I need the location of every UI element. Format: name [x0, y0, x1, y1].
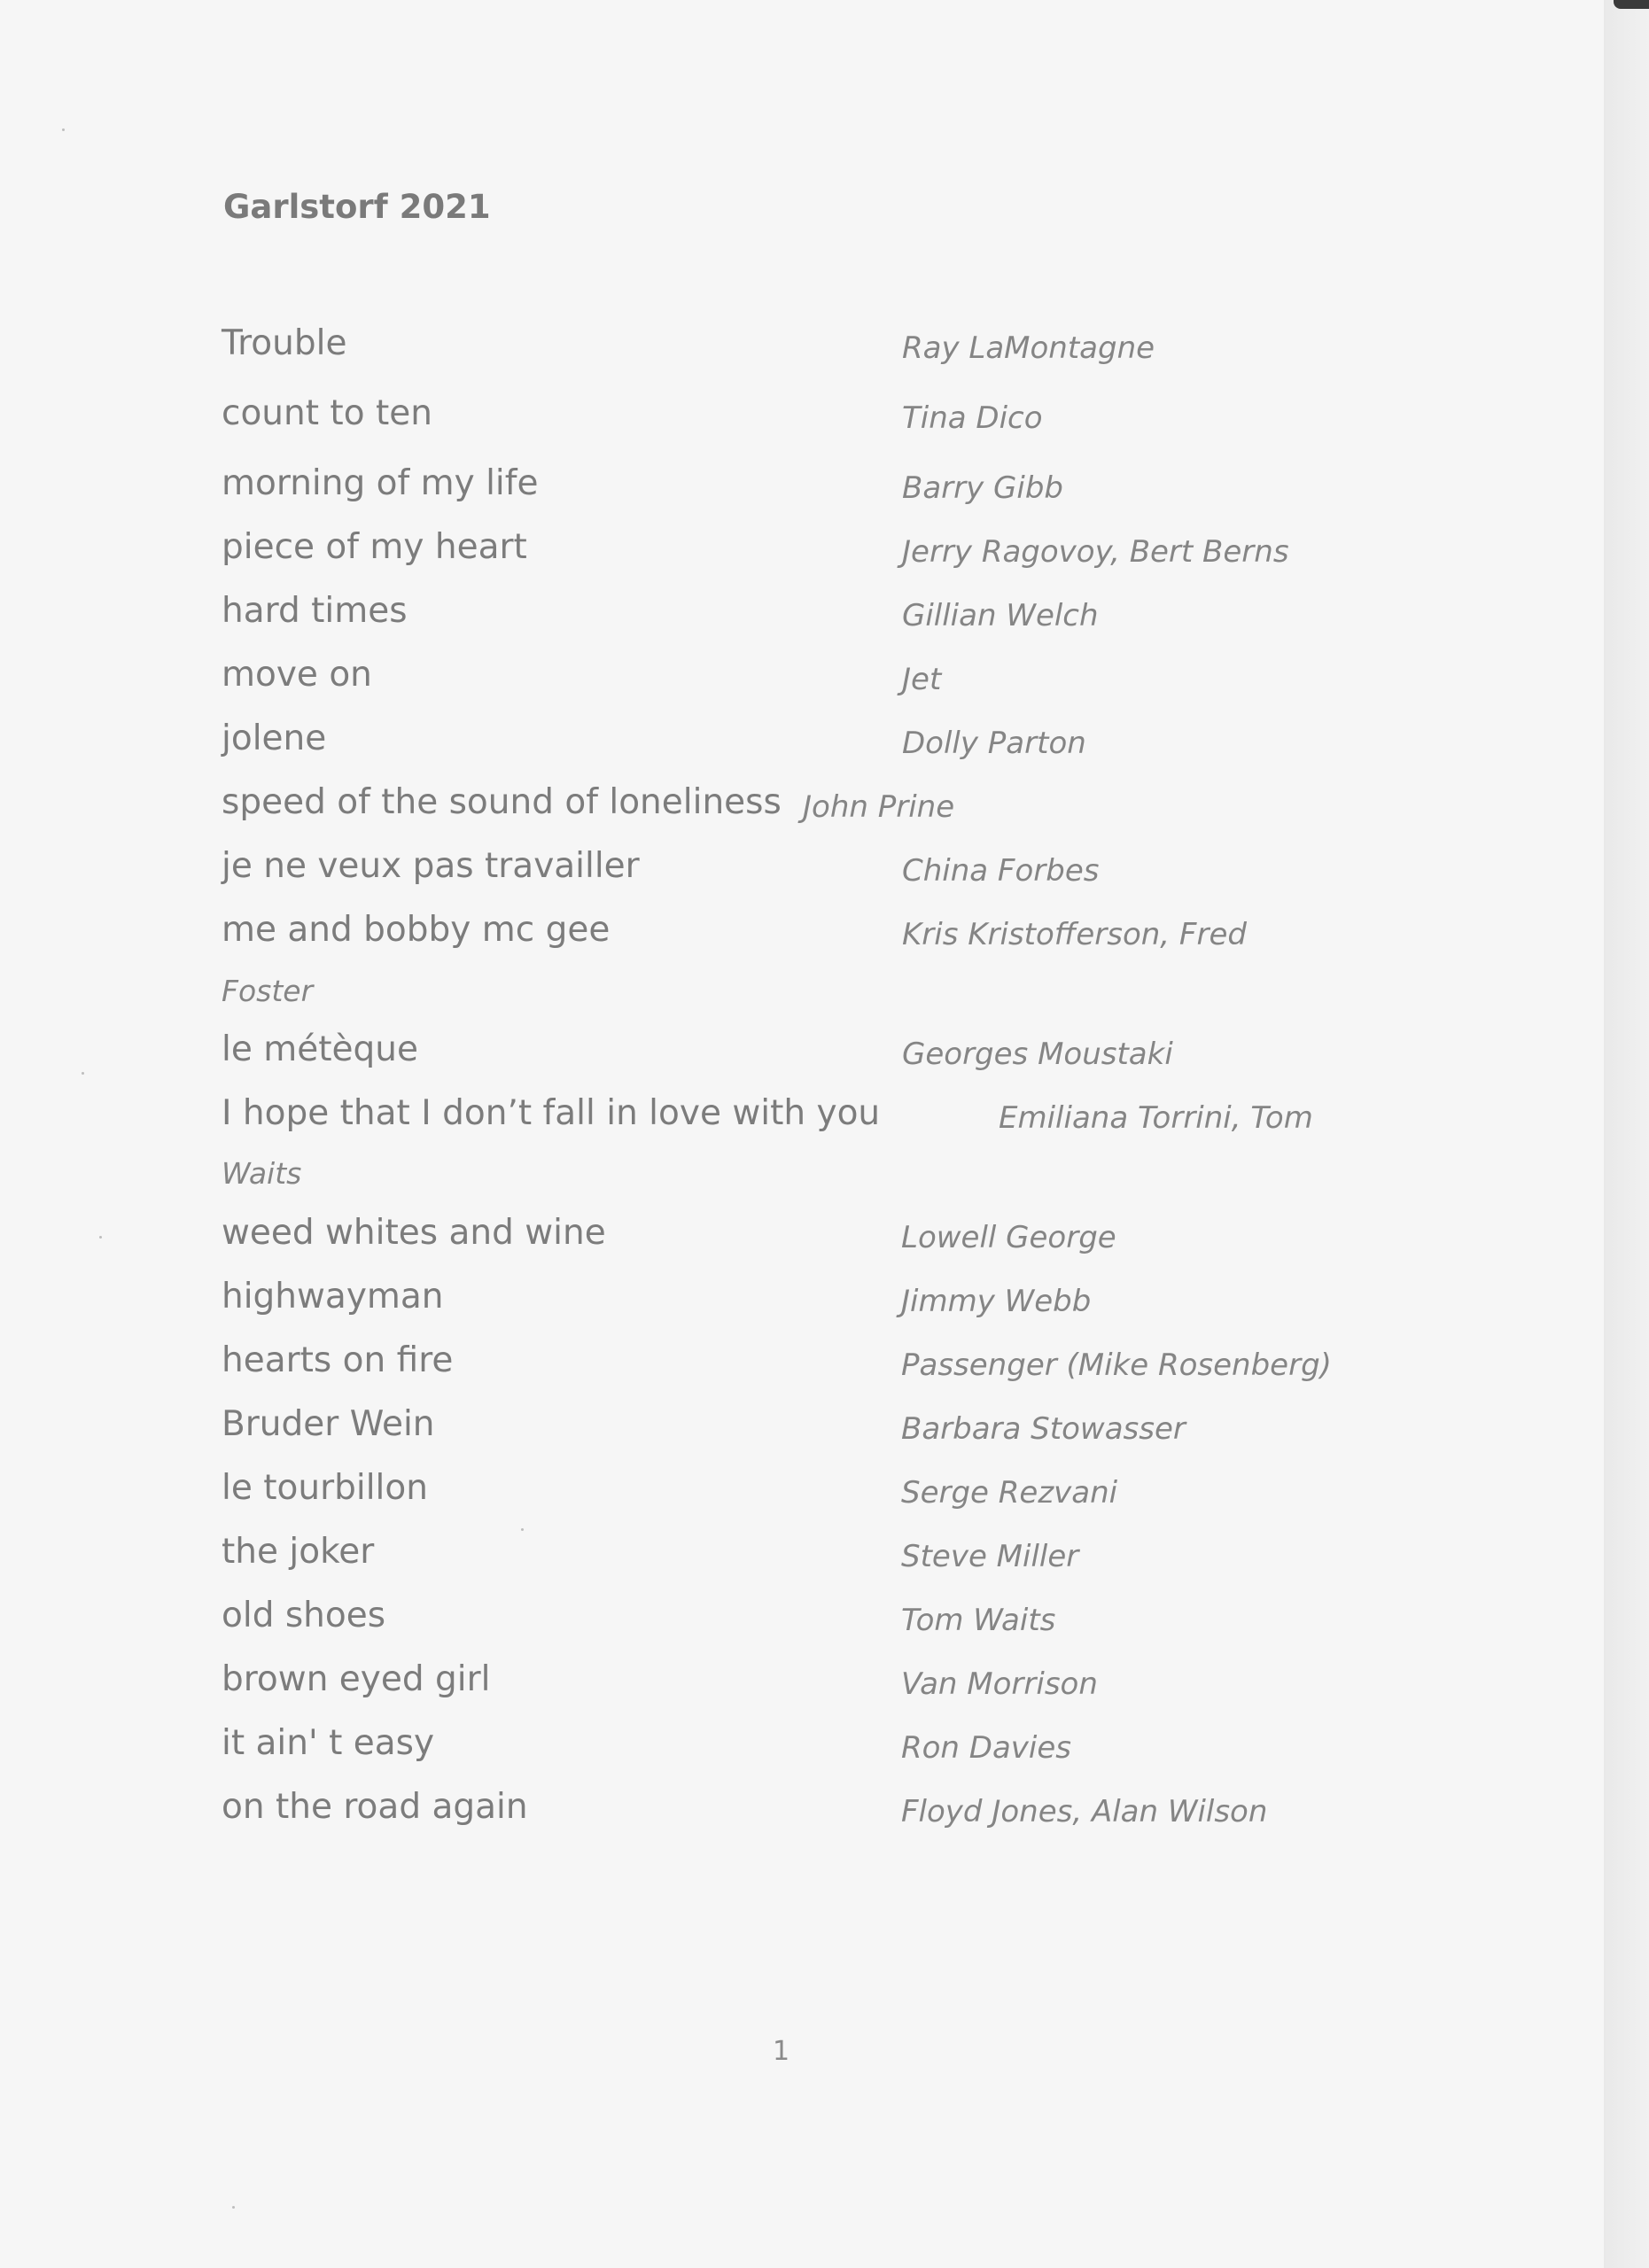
song-title: move on — [222, 655, 372, 695]
song-title: hearts on fire — [222, 1340, 454, 1380]
song-title: brown eyed girl — [222, 1659, 491, 1699]
song-artist: Tom Waits — [901, 1603, 1056, 1638]
song-title: jolene — [222, 718, 327, 758]
page-number: 1 — [773, 2036, 790, 2067]
song-artist: Lowell George — [901, 1220, 1116, 1255]
song-artist: Ron Davies — [901, 1730, 1071, 1766]
song-title: speed of the sound of loneliness — [222, 782, 782, 822]
song-title: le tourbillon — [222, 1468, 428, 1508]
song-artist: Kris Kristofferson, Fred — [902, 917, 1247, 952]
scan-corner-mark — [1614, 0, 1649, 9]
song-title: le métèque — [222, 1029, 418, 1069]
song-title: me and bobby mc gee — [222, 910, 611, 950]
song-artist: John Prine — [803, 789, 955, 825]
song-title: highwayman — [222, 1277, 444, 1317]
song-artist: Floyd Jones, Alan Wilson — [901, 1794, 1268, 1829]
song-artist: Jerry Ragovoy, Bert Berns — [902, 534, 1289, 570]
song-artist: Barbara Stowasser — [901, 1411, 1186, 1447]
song-title: on the road again — [222, 1787, 528, 1827]
song-title: the joker — [222, 1532, 375, 1572]
song-artist: Dolly Parton — [902, 726, 1086, 761]
song-title: I hope that I don’t fall in love with you — [222, 1093, 881, 1133]
song-artist: Van Morrison — [901, 1666, 1098, 1702]
song-artist-continued: Foster — [222, 974, 314, 1008]
song-title: old shoes — [222, 1596, 386, 1635]
song-title: je ne veux pas travailler — [222, 846, 640, 886]
song-title: it ain' t easy — [222, 1723, 435, 1763]
song-title: count to ten — [222, 393, 432, 433]
song-artist: Ray LaMontagne — [902, 330, 1155, 366]
song-artist: Jet — [902, 662, 942, 697]
song-artist: China Forbes — [902, 853, 1100, 889]
song-artist: Barry Gibb — [902, 470, 1064, 506]
song-artist: Tina Dico — [902, 400, 1043, 436]
song-artist: Gillian Welch — [902, 598, 1099, 633]
scan-speck — [99, 1236, 102, 1239]
scan-speck — [62, 128, 65, 131]
song-title: morning of my life — [222, 463, 539, 503]
song-artist: Passenger (Mike Rosenberg) — [901, 1348, 1332, 1383]
song-artist: Georges Moustaki — [902, 1037, 1173, 1072]
scan-speck — [82, 1072, 84, 1075]
song-title: weed whites and wine — [222, 1213, 606, 1253]
song-artist: Serge Rezvani — [901, 1475, 1118, 1511]
song-artist-continued: Waits — [222, 1156, 302, 1191]
song-title: hard times — [222, 591, 408, 631]
song-artist: Steve Miller — [901, 1539, 1079, 1574]
song-artist: Jimmy Webb — [901, 1284, 1092, 1319]
setlist-title: Garlstorf 2021 — [223, 188, 491, 226]
scan-speck — [232, 2206, 235, 2209]
song-title: Trouble — [222, 323, 347, 363]
scan-edge — [1604, 0, 1649, 2268]
song-title: Bruder Wein — [222, 1404, 435, 1444]
song-title: piece of my heart — [222, 527, 527, 567]
scan-speck — [521, 1528, 524, 1531]
song-artist: Emiliana Torrini, Tom — [999, 1100, 1313, 1136]
